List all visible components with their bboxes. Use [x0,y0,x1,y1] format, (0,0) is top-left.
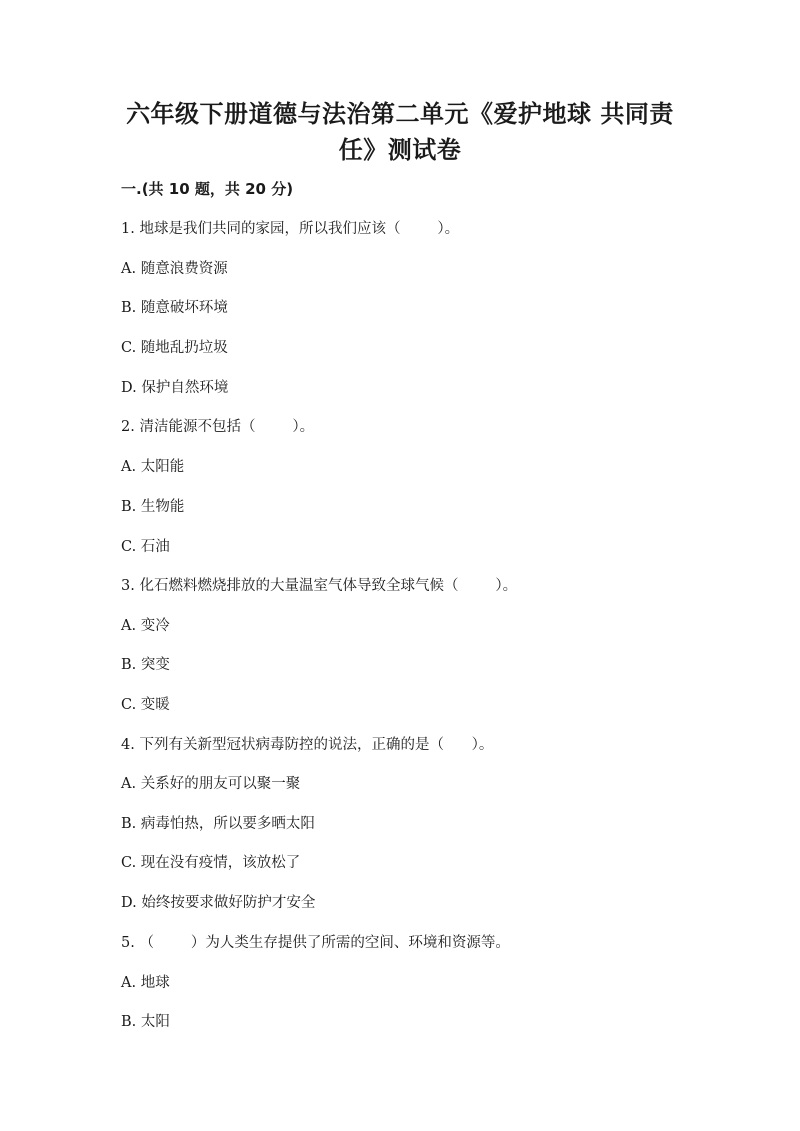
question-3-stem: 3. 化石燃料燃烧排放的大量温室气体导致全球气候（ ）。 [121,578,518,594]
question-1-option-b: B. 随意破坏环境 [121,300,228,316]
section-heading: 一.(共 10 题，共 20 分) [121,180,294,198]
question-1-option-d: D. 保护自然环境 [121,380,229,396]
question-4-option-d: D. 始终按要求做好防护才安全 [121,895,316,911]
question-4-option-c: C. 现在没有疫情，该放松了 [121,855,301,871]
question-5-option-a: A. 地球 [121,975,170,991]
title-line-1: 六年级下册道德与法治第二单元《爱护地球 共同责 [126,100,674,128]
question-4-option-a: A. 关系好的朋友可以聚一聚 [121,776,301,792]
question-4-option-b: B. 病毒怕热，所以要多晒太阳 [121,816,315,832]
question-4-stem: 4. 下列有关新型冠状病毒防控的说法，正确的是（ ）。 [121,737,494,753]
question-1-stem: 1. 地球是我们共同的家园，所以我们应该（ ）。 [121,221,460,237]
question-2-option-a: A. 太阳能 [121,459,185,475]
document-title [100,96,700,168]
question-2-option-b: B. 生物能 [121,499,185,515]
question-1-option-c: C. 随地乱扔垃圾 [121,340,228,356]
question-5-option-b: B. 太阳 [121,1014,170,1030]
question-3-option-a: A. 变冷 [121,618,170,634]
question-2-option-c: C. 石油 [121,539,170,555]
question-2-stem: 2. 清洁能源不包括（ ）。 [121,419,315,435]
question-5-stem: 5. （ ）为人类生存提供了所需的空间、环境和资源等。 [121,935,510,951]
question-1-option-a: A. 随意浪费资源 [121,261,228,277]
question-3-option-c: C. 变暖 [121,697,170,713]
title-line-2: 任》测试卷 [338,136,462,164]
question-3-option-b: B. 突变 [121,657,170,673]
